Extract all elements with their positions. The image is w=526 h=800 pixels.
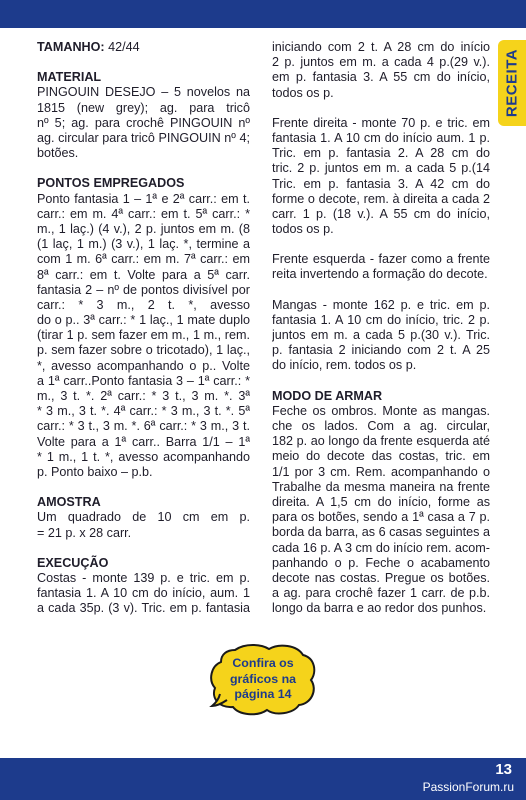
frente-direita-line: todos os p.: [272, 222, 334, 237]
mangas-line: p. fantasia 2 iniciando com 2 t. A 25: [272, 343, 490, 358]
mangas-line: fantasia 1. A 10 cm do início, tric. 2 p.: [272, 312, 490, 327]
execucao-line: a cada 35p. (3 v). Tric. em p. fantasia: [37, 601, 250, 616]
mangas-line: do início, rem. todos os p.: [272, 358, 417, 373]
material-line: nº 5; ag. para crochê PINGOUIN nº: [37, 115, 250, 130]
frente-direita-line: carr. 1 p. (18 v.). A 55 cm do início,: [272, 206, 490, 221]
pontos-line: m., 3 t. *. 2ª carr.: * 3 t., 3 m. *. 3ª: [37, 389, 250, 403]
amostra-line: = 21 p. x 28 carr.: [37, 525, 132, 540]
modo-line: direita. A 1,5 cm do início, forme as: [272, 494, 490, 509]
pontos-line: carr.: * 3 m., 2 t. *, avesso: [37, 297, 250, 312]
pontos-line: (tirar 1 p. sem fazer em m., 1 m., rem.: [37, 328, 250, 343]
tamanho-line: [37, 40, 250, 55]
section-tab-receita: [498, 40, 526, 126]
amostra-line: Um quadrado de 10 cm em p.: [37, 510, 250, 525]
site-watermark: PassionForum.ru: [422, 780, 514, 794]
frente-direita-line: Frente direita - monte 70 p. e tric. em: [272, 115, 490, 130]
material-line: botões.: [37, 146, 79, 161]
modo-line: borda da barra, as 6 casas seguintes a: [272, 525, 490, 540]
callout-line: Confira os: [232, 656, 294, 670]
modo-line: meio do decote das costas, tric. em: [272, 449, 490, 464]
frente-direita-line: forme o decote, rem. à direita a cada 2: [272, 191, 490, 206]
bottom-banner: [0, 758, 526, 800]
modo-heading: MODO DE ARMAR: [272, 388, 383, 403]
frente-direita-line: fantasia 1. A 10 cm do início aum. 1 p.: [272, 130, 490, 145]
modo-line: 182 p. ao longo da frente esquerda até: [272, 434, 490, 449]
callout-line: página 14: [234, 687, 292, 701]
charts-callout-bubble: [207, 642, 319, 718]
modo-line: a ag. para crochê fazer 1 carr. de p.b.: [272, 586, 490, 601]
pontos-line: (1 laç, 1 m.) (3 v.), 1 laç. *, termine a: [37, 237, 250, 252]
mangas-line: juntos em m. a cada 5 p.(30 v.). Tric.: [272, 328, 490, 343]
modo-line: Feche os ombros. Monte as mangas.: [272, 403, 490, 418]
material-heading: MATERIAL: [37, 70, 102, 85]
modo-line: cada 16 p. A 3 cm do início rem. acom-: [272, 540, 490, 555]
pontos-line: do o p.. 3ª carr.: * 1 laç., 1 mate duplo: [37, 313, 250, 328]
tamanho-label: TAMANHO:: [37, 40, 105, 54]
modo-line: panhando o p. Feche o acabamento: [272, 555, 490, 570]
frente-direita-line: tric. 2 p. juntos em m. a cada 5 p.(14: [272, 161, 490, 176]
execucao-heading: EXECUÇÃO: [37, 555, 109, 570]
left-column: [37, 40, 250, 617]
pontos-heading: PONTOS EMPREGADOS: [37, 176, 185, 191]
costas-line: iniciando com 2 t. A 28 cm do início: [272, 40, 490, 54]
mangas-line: Mangas - monte 162 p. e tric. em p.: [272, 297, 490, 312]
modo-line: che os lados. Com a ag. circular,: [272, 419, 490, 434]
page-number: 13: [495, 761, 512, 778]
section-tab-label: RECEITA: [503, 48, 521, 118]
costas-line: em p. fantasia 3. A 55 cm do início,: [272, 70, 490, 85]
pontos-line: a 1ª carr..Ponto fantasia 3 – 1ª carr.: *: [37, 373, 250, 388]
pontos-line: carr.: em m. 4ª carr.: em t. 5ª carr.: *: [37, 206, 250, 221]
pontos-line: com 1 m. 6ª carr.: em m. 7ª carr.: em: [37, 252, 250, 267]
execucao-line: fantasia 1. A 10 cm do início, aum. 1: [37, 586, 250, 601]
material-line: 1815 (new grey); ag. para tricô: [37, 100, 250, 115]
pontos-line: * 3 m., 3 t. *. 4ª carr.: * 3 m., 3 t. *. 5ª: [37, 404, 250, 419]
amostra-heading: AMOSTRA: [37, 495, 101, 510]
pontos-line: Ponto fantasia 1 – 1ª e 2ª carr.: em t.: [37, 191, 250, 206]
frente-direita-line: Tric. em p. fantasia 2. A 28 cm do: [272, 146, 490, 161]
right-column: [272, 40, 490, 616]
modo-line: Trabalhe da mesma maneira na frente: [272, 479, 490, 494]
callout-line: gráficos na: [229, 671, 297, 686]
frente-esquerda-line: Frente esquerda - fazer como a frente: [272, 252, 490, 267]
pontos-line: p. Ponto baixo – p.b.: [37, 464, 153, 479]
modo-line: 1/1 por 3 cm. Rem. acompanhando o: [272, 464, 490, 479]
pontos-line: carr.: * 3 t., 3 m. *. 6ª carr.: * 3 m., 3 t.: [37, 419, 250, 434]
modo-line: decote nas costas. Pregue os botões.: [272, 570, 490, 585]
material-line: ag. circular para tricô PINGOUIN nº 4;: [37, 130, 250, 145]
pontos-line: m., 1 laç.) (4 v.), 2 p. juntos em m. (8: [37, 221, 250, 236]
pontos-line: 8ª carr.: em t. Volte para a 5ª carr.: [37, 267, 250, 282]
top-banner: [0, 0, 526, 28]
frente-esquerda-line: reita invertendo a formação do decote.: [272, 267, 488, 282]
modo-line: para os botões, sendo a 1ª casa a 7 p.: [272, 510, 490, 525]
pontos-line: *, avesso acompanhando o p.. Volte: [37, 358, 250, 373]
costas-line: todos os p.: [272, 85, 334, 100]
execucao-line: Costas - monte 139 p. e tric. em p.: [37, 570, 250, 585]
pontos-line: p. sem fazer sobre o tricotado), 1 laç.,: [37, 343, 250, 358]
modo-line: longo da barra e ao redor dos punhos.: [272, 601, 487, 616]
material-line: PINGOUIN DESEJO – 5 novelos na: [37, 85, 250, 100]
pontos-line: * 1 m., 1 t. *, avesso acompanhando: [37, 449, 250, 464]
tamanho-value: 42/44: [104, 40, 140, 54]
frente-direita-line: Tric. em p. fantasia 3. A 42 cm do: [272, 176, 490, 191]
callout-text: [217, 656, 309, 703]
costas-line: 2 p. juntos em m. a cada 4 p.(29 v.).: [272, 55, 490, 70]
pontos-line: fantasia 2 – nº de pontos divisível por: [37, 282, 250, 297]
pontos-line: Volte para a 1ª carr.. Barra 1/1 – 1ª: [37, 434, 250, 449]
